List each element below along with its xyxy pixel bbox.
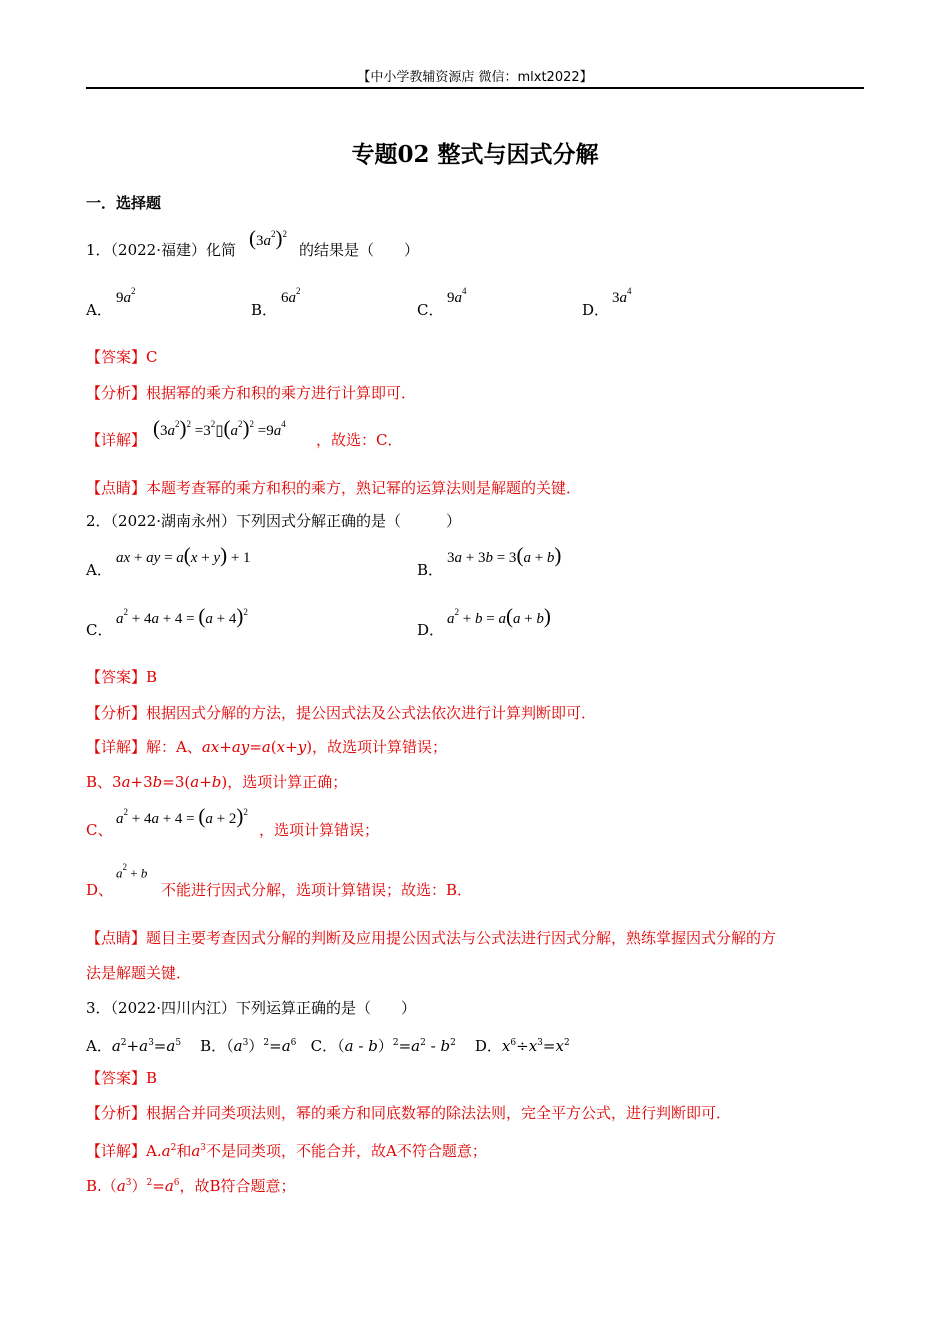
q3-detail-label: 【详解】 [86,1142,147,1160]
q2-option-b-label: B． [417,561,444,579]
q2-option-c-label: C． [86,621,113,639]
q2-answer: 【答案】B [86,668,158,686]
q2-detail-c-pre: C、 [86,821,113,839]
q2-comment-line-2: 法是解题关键． [86,964,192,982]
q1-analysis: 【分析】根据幂的乘方和积的乘方进行计算即可． [86,384,417,402]
q1-option-c-label: C． [417,301,444,319]
q2-detail-d-pre: D、 [86,881,114,899]
q2-detail-d-expr: $a^2 + b$ [116,862,148,881]
q2-analysis: 【分析】根据因式分解的方法，提公因式法及公式法依次进行计算判断即可． [86,704,597,722]
q2-detail-a-pre: 解：A、 [146,738,202,756]
q2-stem: 2．（2022·湖南永州）下列因式分解正确的是（ ） [86,512,461,530]
q2-detail-c-post: ，选项计算错误； [259,821,380,839]
q2-detail-a-post: ，故选项计算错误； [312,738,448,756]
q2-detail-b-post: ，选项计算正确； [227,773,348,791]
header-rule [86,87,864,89]
q2-detail-c-expr: $a^2 + 4a + 4 = (a + 2)^2$ [116,804,248,828]
q1-option-a-expr: $9a^2$ [116,286,136,306]
q3-detail-b-post: ，故B符合题意； [179,1177,296,1195]
q3-analysis: 【分析】根据合并同类项法则，幂的乘方和同底数幂的除法法则，完全平方公式，进行判断即可． [86,1104,732,1122]
q2-detail-b-pre: B、 [86,773,113,791]
section-heading: 一．选择题 [86,194,162,212]
q1-detail-label: 【详解】 [86,431,147,449]
q2-detail-label: 【详解】 [86,738,147,756]
q1-answer: 【答案】C [86,348,158,366]
page-header: 【中小学教辅资源店 微信：mlxt2022】 [357,70,593,85]
q2-option-d-expr: $a^2 + b = a(a + b)$ [447,604,551,628]
q1-option-b-expr: $6a^2$ [281,286,301,306]
q1-option-d-expr: $3a^4$ [612,286,632,306]
q3-detail-a-pre: A. [146,1142,162,1160]
q1-stem-pre: 1．（2022·福建）化简 [86,241,236,259]
q3-options: A．$a^2+a^3=a^5$ B．$(a^3)^2=a^6$ C．$(a - b)^2=a^2 - b^2$ D．$x^6\div x^3=x^2$ [86,1037,570,1055]
q1-expression: $(3a^2)^2$ [249,226,287,250]
q1-comment: 【点睛】本题考查幂的乘方和积的乘方，熟记幂的运算法则是解题的关键． [86,479,582,497]
q2-detail-a: 【详解】解：A、ax+ay=a(x+y)，故选项计算错误； [86,738,448,756]
q2-option-a-expr: ax + ay = a(x + y) + 1 [116,543,251,567]
q1-option-d-label: D． [582,301,610,319]
q2-option-a-label: A． [86,561,112,579]
q3-stem: 3．（2022·四川内江）下列运算正确的是（ ） [86,999,416,1017]
q2-detail-b: B、3a+3b=3(a+b)，选项计算正确； [86,773,348,791]
q3-detail-b-pre: B. [86,1177,102,1195]
q2-comment-line-1: 【点睛】题目主要考查因式分解的判断及应用提公因式法与公式法进行因式分解，熟练掌握因式分解的方 [86,929,777,947]
q1-stem-post: 的结果是（ ） [299,241,420,259]
q2-option-c-expr: $a^2 + 4a + 4 = (a + 4)^2$ [116,604,248,628]
q3-detail-a-post: 不是同类项，不能合并，故A不符合题意； [206,1142,487,1160]
q3-detail-a: 【详解】$A.a^2$和$a^3$不是同类项，不能合并，故A不符合题意； [86,1142,487,1160]
q1-detail-expr: $(3a^2)^2$ $=3^2▯(a^2)^2 =9a^4$ [153,416,286,440]
q1-option-b-label: B． [251,301,278,319]
q1-option-c-expr: $9a^4$ [447,286,467,306]
q3-detail-a-mid: 和 [176,1142,192,1160]
page-title: 专题02 整式与因式分解 [351,141,599,168]
q1-option-a-label: A． [86,301,112,319]
q3-detail-b: $B.(a^3)^2=a^6$，故B符合题意； [86,1177,296,1195]
q2-detail-d-post: 不能进行因式分解，选项计算错误；故选：B． [161,881,473,899]
q1-detail-post: ，故选：C． [316,431,403,449]
q3-answer: 【答案】B [86,1069,158,1087]
q2-option-d-label: D． [417,621,445,639]
q2-option-b-expr: 3a + 3b = 3(a + b) [447,543,562,567]
